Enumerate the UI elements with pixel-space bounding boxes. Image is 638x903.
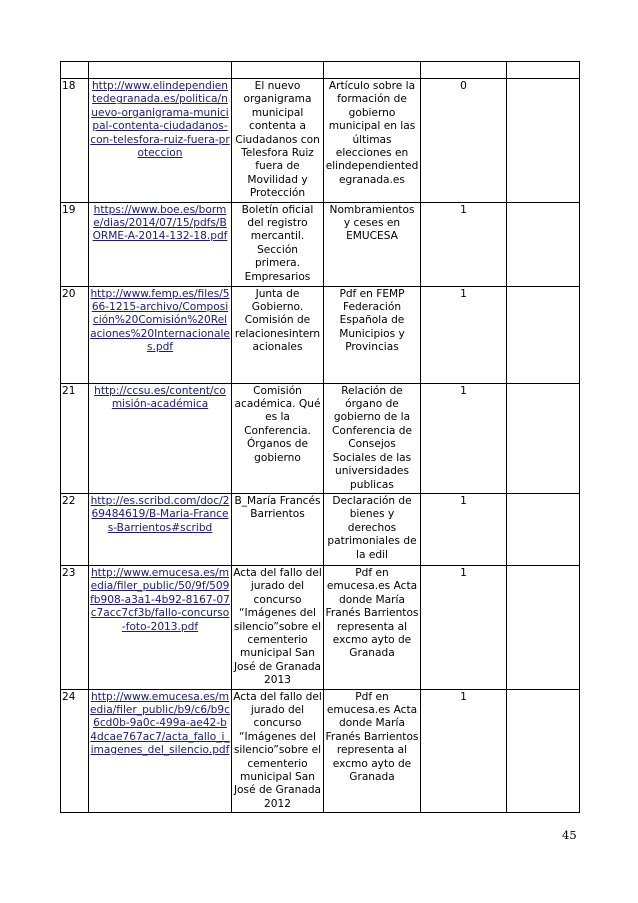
source-link[interactable]: http://ccsu.es/content/comisión-académica (94, 384, 226, 411)
empty-cell (507, 689, 580, 813)
row-number: 23 (61, 565, 89, 689)
source-link[interactable]: http://www.emucesa.es/media/filer_public/50/9f/509fb908-a3a1-4b92-8167-07c7acc7cf3b/fallo-concurso-foto-2013.pdf (90, 566, 230, 633)
count-cell: 0 (421, 79, 507, 203)
header-cell (507, 62, 580, 79)
header-cell (421, 62, 507, 79)
page-number: 45 (562, 828, 577, 842)
source-url-cell (89, 286, 232, 383)
source-link[interactable]: https://www.boe.es/borme/dias/2014/07/15/pdfs/BORME-A-2014-132-18.pdf (92, 203, 228, 243)
source-link[interactable]: http://www.femp.es/files/566-1215-archivo/Composición%20Comisión%20Relaciones%20Internacionales.pdf (90, 287, 230, 354)
results-table (60, 61, 580, 813)
count-cell: 1 (421, 493, 507, 565)
description-cell: Acta del fallo del jurado del concurso “Imágenes del silencio”sobre el cementerio municipal San José de Granada 2012 (232, 689, 324, 813)
content-cell: Relación de órgano de gobierno de la Conferencia de Consejos Sociales de las universidades publicas (324, 383, 421, 493)
count-cell: 1 (421, 689, 507, 813)
count-cell: 1 (421, 383, 507, 493)
table-row (61, 383, 580, 493)
source-url-cell (89, 383, 232, 493)
header-cell (61, 62, 89, 79)
table-row (61, 565, 580, 689)
row-number: 20 (61, 286, 89, 383)
source-url-cell (89, 79, 232, 203)
empty-cell (507, 565, 580, 689)
source-url-cell (89, 689, 232, 813)
empty-cell (507, 202, 580, 286)
row-number: 19 (61, 202, 89, 286)
row-number: 21 (61, 383, 89, 493)
description-cell: El nuevo organigrama municipal contenta a Ciudadanos con Telesfora Ruiz fuera de Movilidad y Protección (232, 79, 324, 203)
empty-cell (507, 383, 580, 493)
description-cell: B_María Francés Barrientos (232, 493, 324, 565)
content-cell: Pdf en emucesa.es Acta donde María Franés Barrientos representa al excmo ayto de Granada (324, 689, 421, 813)
count-cell: 1 (421, 286, 507, 383)
table-row (61, 286, 580, 383)
row-number: 18 (61, 79, 89, 203)
source-url-cell (89, 202, 232, 286)
table-header-row (61, 62, 580, 79)
content-cell: Artículo sobre la formación de gobierno municipal en las últimas elecciones en elindependientedegranada.es (324, 79, 421, 203)
source-link[interactable]: http://www.emucesa.es/media/filer_public/b9/c6/b9c6cd0b-9a0c-499a-ae42-b4dcae767ac7/acta_fallo_i_imagenes_del_silencio.pdf (90, 690, 230, 757)
description-cell: Junta de Gobierno. Comisión de relacionesinternacionales (232, 286, 324, 383)
source-url-cell (89, 493, 232, 565)
count-cell: 1 (421, 565, 507, 689)
empty-cell (507, 79, 580, 203)
description-cell: Boletín oficial del registro mercantil. Sección primera. Empresarios (232, 202, 324, 286)
source-link[interactable]: http://es.scribd.com/doc/269484619/B-Maria-Frances-Barrientos#scribd (90, 494, 230, 534)
table-row (61, 493, 580, 565)
content-cell: Pdf en emucesa.es Acta donde María Franés Barrientos representa al excmo ayto de Granada (324, 565, 421, 689)
description-cell: Comisión académica. Qué es la Conferencia. Órganos de gobierno (232, 383, 324, 493)
header-cell (89, 62, 232, 79)
source-url-cell (89, 565, 232, 689)
table-row (61, 689, 580, 813)
header-cell (232, 62, 324, 79)
content-cell: Nombramientos y ceses en EMUCESA (324, 202, 421, 286)
empty-cell (507, 286, 580, 383)
source-link[interactable]: http://www.elindependientedegranada.es/politica/nuevo-organigrama-municipal-contenta-ciudadanos-con-telesfora-ruiz-fuera-proteccion (90, 80, 230, 160)
content-cell: Declaración de bienes y derechos patrimoniales de la edil (324, 493, 421, 565)
content-cell: Pdf en FEMP Federación Española de Municipios y Provincias (324, 286, 421, 383)
table-row (61, 202, 580, 286)
header-cell (324, 62, 421, 79)
description-cell: Acta del fallo del jurado del concurso “Imágenes del silencio”sobre el cementerio municipal San José de Granada 2013 (232, 565, 324, 689)
empty-cell (507, 493, 580, 565)
count-cell: 1 (421, 202, 507, 286)
row-number: 24 (61, 689, 89, 813)
row-number: 22 (61, 493, 89, 565)
table-row (61, 79, 580, 203)
